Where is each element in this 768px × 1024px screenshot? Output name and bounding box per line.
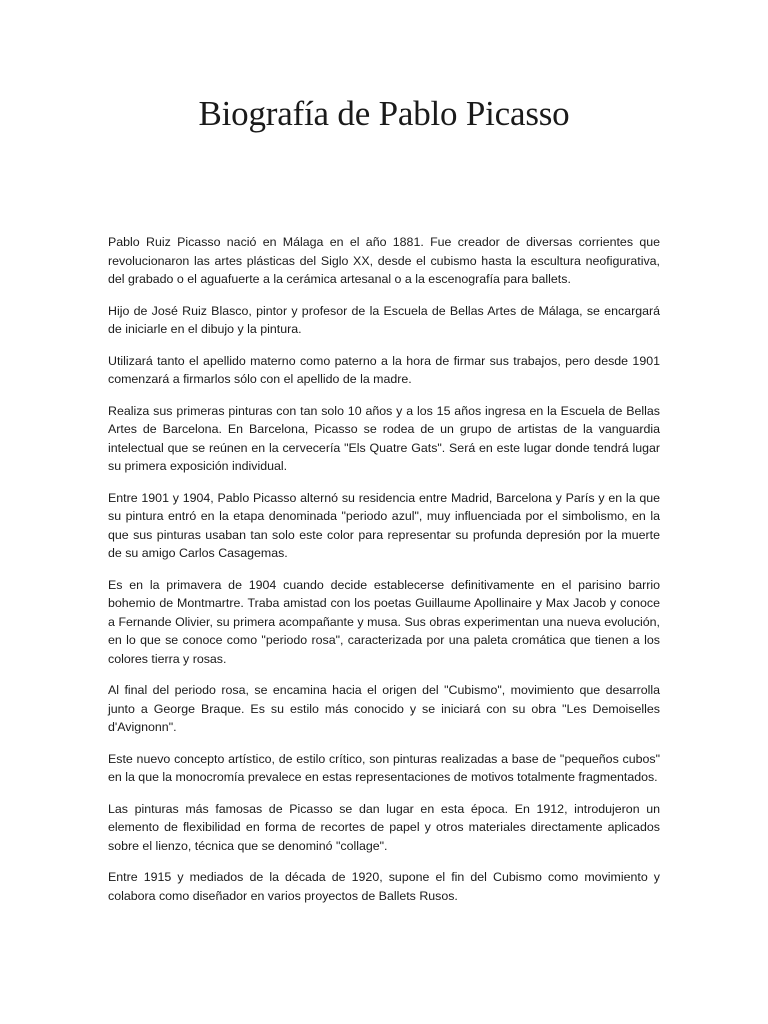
paragraph-2: Hijo de José Ruiz Blasco, pintor y profesor de la Escuela de Bellas Artes de Málaga, se encargará de iniciarle en el dibujo y la pintura.: [108, 303, 660, 336]
paragraph-9: Las pinturas más famosas de Picasso se dan lugar en esta época. En 1912, introdujeron un elemento de flexibilidad en forma de recortes de papel y otros materiales directamente aplicados sobre el lienzo, técnica que se denominó "collage".: [108, 801, 660, 853]
paragraph-6: Es en la primavera de 1904 cuando decide establecerse definitivamente en el parisino barrio bohemio de Montmartre. Traba amistad con los poetas Guillaume Apollinaire y Max Jacob y conoce a Fernande Olivier, su primera acompañante y musa. Sus obras experimentan una nueva evolución, en lo que se conoce como "periodo rosa", caracterizada por una paleta cromática que tienen a los colores tierra y rosas.: [108, 577, 660, 666]
paragraph-10: Entre 1915 y mediados de la década de 1920, supone el fin del Cubismo como movimiento y colabora como diseñador en varios proyectos de Ballets Rusos.: [108, 870, 660, 903]
paragraph-1: Pablo Ruiz Picasso nació en Málaga en el año 1881. Fue creador de diversas corrientes que revolucionaron las artes plásticas del Siglo XX, desde el cubismo hasta la escultura neofigurativa, del grabado o el aguafuerte a la cerámica artesanal o a la escenografía para ballets.: [108, 235, 660, 286]
paragraph-4: Realiza sus primeras pinturas con tan solo 10 años y a los 15 años ingresa en la Escuela de Bellas Artes de Barcelona. En Barcelona, Picasso se rodea de un grupo de artistas de la vanguardia intelectual que se reúnen en la cervecería "Els Quatre Gats". Será en este lugar donde tendrá lugar su primera exposición individual.: [108, 403, 660, 473]
paragraph-7: Al final del periodo rosa, se encamina hacia el origen del "Cubismo", movimiento que desarrolla junto a George Braque. Es su estilo más conocido y se iniciará con su obra "Les Demoiselles d'Avignonn".: [108, 683, 660, 734]
paragraph-8: Este nuevo concepto artístico, de estilo crítico, son pinturas realizadas a base de "pequeños cubos" en la que la monocromía prevalece en estas representaciones de motivos totalmente fragmentados.: [108, 751, 660, 784]
paragraph-5: Entre 1901 y 1904, Pablo Picasso alternó su residencia entre Madrid, Barcelona y París y en la que su pintura entró en la etapa denominada "periodo azul", muy influenciada por el simbolismo, en la que sus pinturas usaban tan solo este color para representar su profunda depresión por la muerte de su amigo Carlos Casagemas.: [108, 490, 660, 560]
paragraph-3: Utilizará tanto el apellido materno como paterno a la hora de firmar sus trabajos, pero desde 1901 comenzará a firmarlos sólo con el apellido de la madre.: [108, 353, 660, 386]
document-body: [108, 233, 660, 918]
document-title: Biografía de Pablo Picasso: [198, 94, 570, 133]
